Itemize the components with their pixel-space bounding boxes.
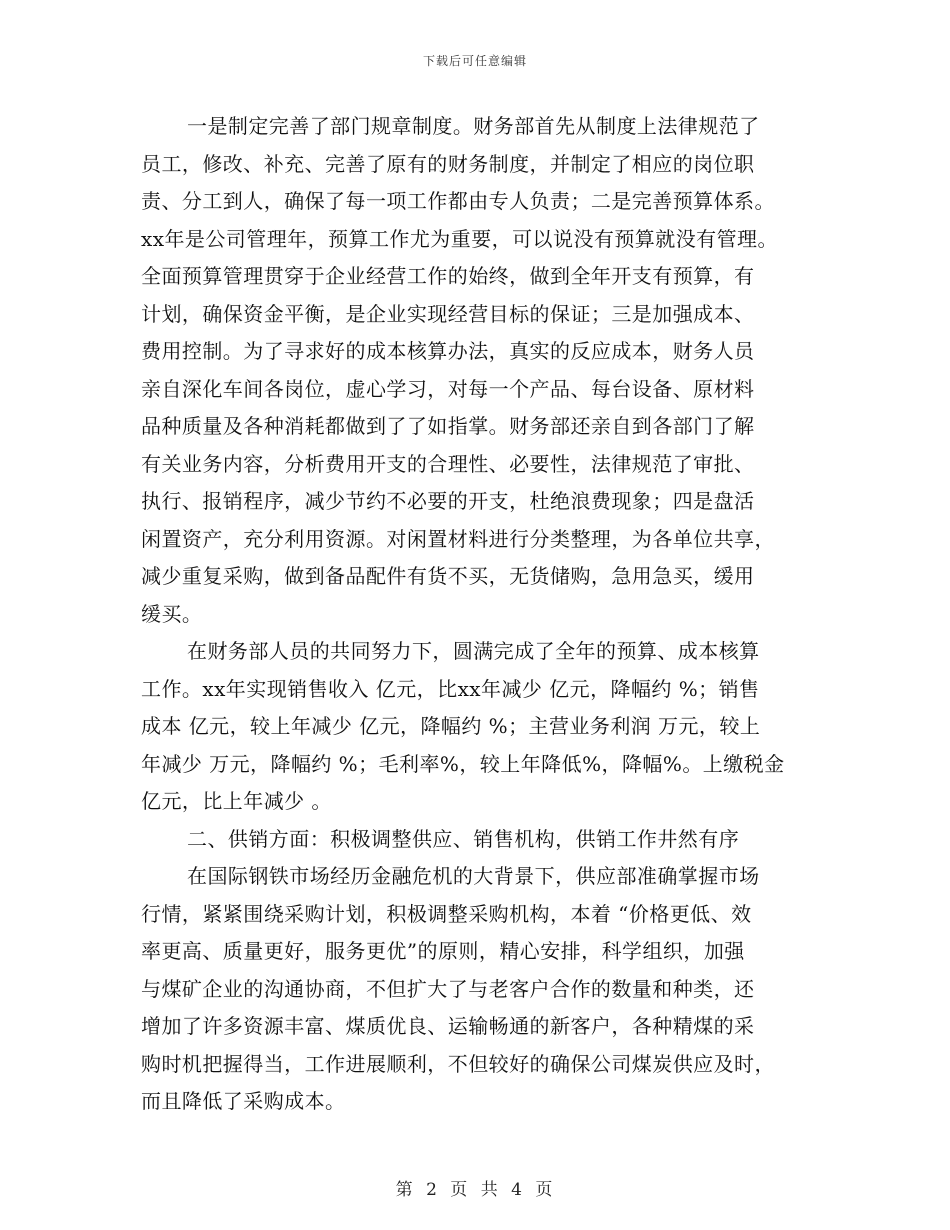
text-line: 而且降低了采购成本。 — [141, 1089, 346, 1113]
page-header-note: 下载后可任意编辑 — [422, 54, 527, 68]
text-line: 增加了许多资源丰富、煤质优良、运输畅通的新客户，各种精煤的采 — [141, 1014, 755, 1038]
text-line: 员工，修改、补充、完善了原有的财务制度，并制定了相应的岗位职 — [141, 151, 755, 176]
text-line: 行情，紧紧围绕采购计划，积极调整采购机构，本着 “价格更低、效 — [141, 901, 752, 926]
text-line: 工作。xx年实现销售收入 亿元，比xx年减少 亿元，降幅约 %；销售 — [141, 676, 760, 701]
text-line: 亿元，比上年减少 。 — [141, 789, 332, 813]
text-line: 成本 亿元，较上年减少 亿元，降幅约 %；主营业务利润 万元，较上 — [141, 714, 761, 738]
text-line: 减少重复采购，做到备品配件有货不买，无货储购，急用急买，缓用 — [141, 564, 755, 588]
text-line: 费用控制。为了寻求好的成本核算办法，真实的反应成本，财务人员 — [141, 339, 755, 363]
text-line: 闲置资产，充分利用资源。对闲置材料进行分类整理，为各单位共享， — [141, 526, 775, 551]
text-line: 一是制定完善了部门规章制度。财务部首先从制度上法律规范了 — [187, 114, 760, 138]
text-line: 亲自深化车间各岗位，虚心学习，对每一个产品、每台设备、原材料 — [141, 376, 755, 401]
text-line: 在国际钢铁市场经历金融危机的大背景下，供应部准确掌握市场 — [187, 864, 760, 888]
document-body — [141, 108, 809, 1121]
text-line: 缓买。 — [141, 601, 203, 626]
text-line: 执行、报销程序，减少节约不必要的开支，杜绝浪费现象；四是盘活 — [141, 489, 755, 513]
section-heading: 二、供销方面：积极调整供应、销售机构，供销工作井然有序 — [187, 826, 740, 851]
text-line: 责、分工到人，确保了每一项工作都由专人负责；二是完善预算体系。 — [141, 189, 775, 213]
text-line: 有关业务内容，分析费用开支的合理性、必要性，法律规范了审批、 — [141, 451, 755, 476]
text-line: xx年是公司管理年，预算工作尤为重要，可以说没有预算就没有管理。 — [141, 226, 778, 251]
text-line: 计划，确保资金平衡，是企业实现经营目标的保证；三是加强成本、 — [141, 301, 755, 326]
text-line: 率更高、质量更好，服务更优”的原则，精心安排，科学组织，加强 — [141, 939, 745, 963]
text-line: 购时机把握得当，工作进展顺利，不但较好的确保公司煤炭供应及时， — [141, 1051, 775, 1076]
text-line: 与煤矿企业的沟通协商，不但扩大了与老客户合作的数量和种类，还 — [141, 976, 755, 1001]
text-line: 在财务部人员的共同努力下，圆满完成了全年的预算、成本核算 — [187, 639, 760, 663]
text-line: 年减少 万元，降幅约 %；毛利率%，较上年降低%，降幅%。上缴税金 — [141, 751, 785, 776]
page-number: 第 2 页 共 4 页 — [395, 1180, 555, 1200]
text-line: 品种质量及各种消耗都做到了了如指掌。财务部还亲自到各部门了解 — [141, 414, 755, 438]
text-line: 全面预算管理贯穿于企业经营工作的始终，做到全年开支有预算，有 — [141, 264, 755, 288]
